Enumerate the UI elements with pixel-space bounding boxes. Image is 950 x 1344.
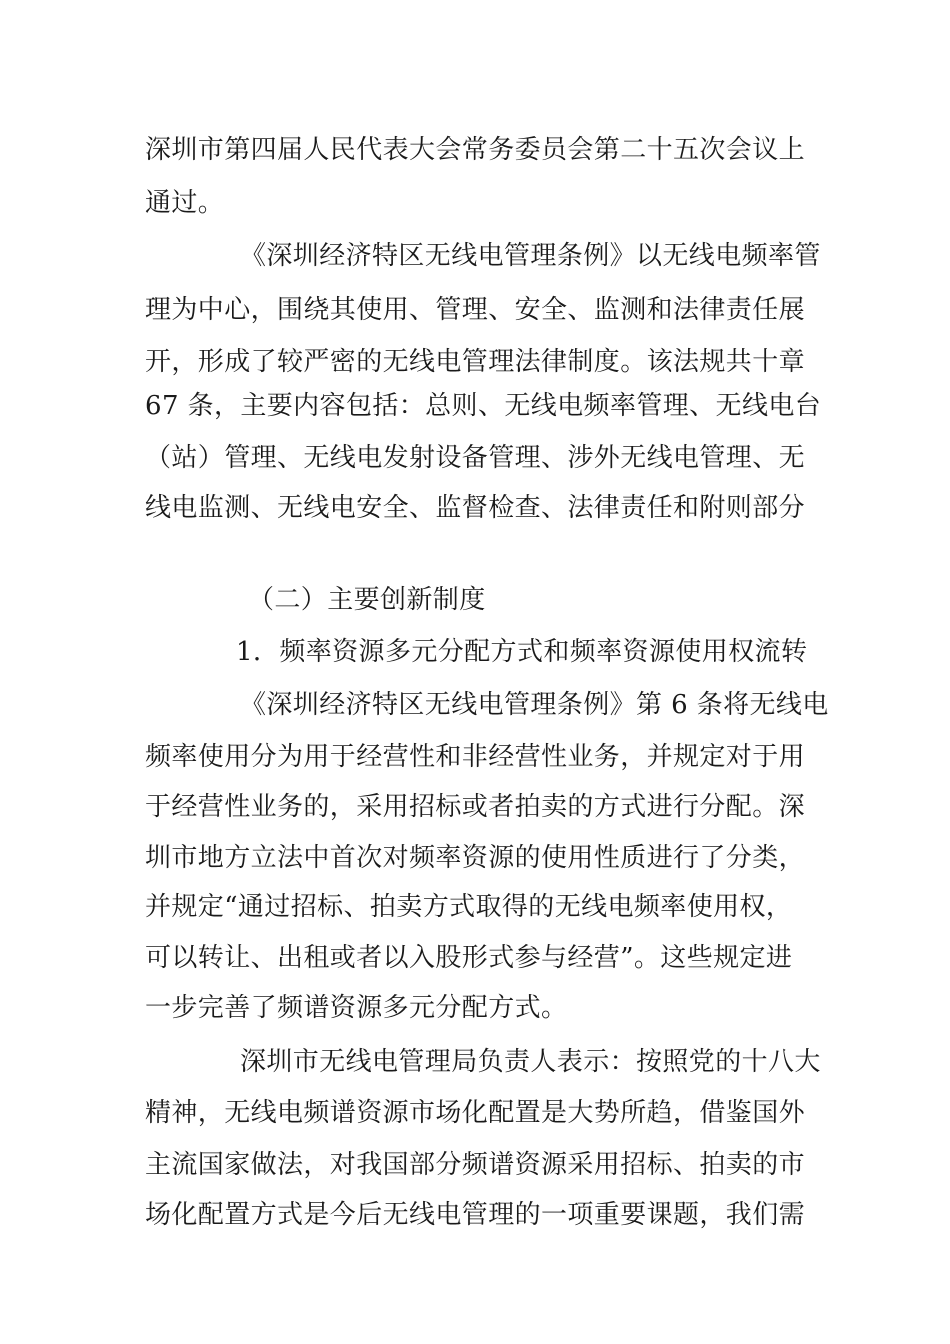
paragraph-4-line-4: 场化配置方式是今后无线电管理的一项重要课题，我们需 bbox=[145, 1200, 806, 1230]
paragraph-3-line-3: 于经营性业务的，采用招标或者拍卖的方式进行分配。深 bbox=[145, 792, 806, 822]
paragraph-4-line-3: 主流国家做法，对我国部分频谱资源采用招标、拍卖的市 bbox=[145, 1150, 806, 1180]
paragraph-3-line-4: 圳市地方立法中首次对频率资源的使用性质进行了分类， bbox=[145, 843, 806, 873]
paragraph-2-line-2: 理为中心，围绕其使用、管理、安全、监测和法律责任展 bbox=[145, 295, 806, 325]
paragraph-3-line-1: 《深圳经济特区无线电管理条例》第 6 条将无线电 bbox=[240, 690, 829, 720]
section-heading: （二）主要创新制度 bbox=[248, 585, 486, 615]
paragraph-2-line-3: 开，形成了较严密的无线电管理法律制度。该法规共十章 bbox=[145, 347, 806, 377]
paragraph-1-line-2: 通过。 bbox=[145, 188, 225, 218]
paragraph-3-line-6: 可以转让、出租或者以入股形式参与经营”。这些规定进 bbox=[145, 943, 793, 973]
paragraph-1-line-1: 深圳市第四届人民代表大会常务委员会第二十五次会议上 bbox=[145, 135, 806, 165]
paragraph-4-line-2: 精神，无线电频谱资源市场化配置是大势所趋，借鉴国外 bbox=[145, 1098, 806, 1128]
paragraph-2-line-4: 67 条，主要内容包括：总则、无线电频率管理、无线电台 bbox=[145, 391, 822, 421]
paragraph-3-line-2: 频率使用分为用于经营性和非经营性业务，并规定对于用 bbox=[145, 742, 806, 772]
paragraph-3-line-5: 并规定“通过招标、拍卖方式取得的无线电频率使用权， bbox=[145, 892, 793, 922]
paragraph-3-line-7: 一步完善了频谱资源多元分配方式。 bbox=[145, 993, 568, 1023]
paragraph-4-line-1: 深圳市无线电管理局负责人表示：按照党的十八大 bbox=[240, 1047, 821, 1077]
paragraph-2-line-6: 线电监测、无线电安全、监督检查、法律责任和附则部分 bbox=[145, 493, 806, 523]
paragraph-2-line-1: 《深圳经济特区无线电管理条例》以无线电频率管 bbox=[240, 241, 821, 271]
subsection-heading: 1．频率资源多元分配方式和频率资源使用权流转 bbox=[236, 637, 808, 667]
paragraph-2-line-5: （站）管理、无线电发射设备管理、涉外无线电管理、无 bbox=[145, 443, 806, 473]
